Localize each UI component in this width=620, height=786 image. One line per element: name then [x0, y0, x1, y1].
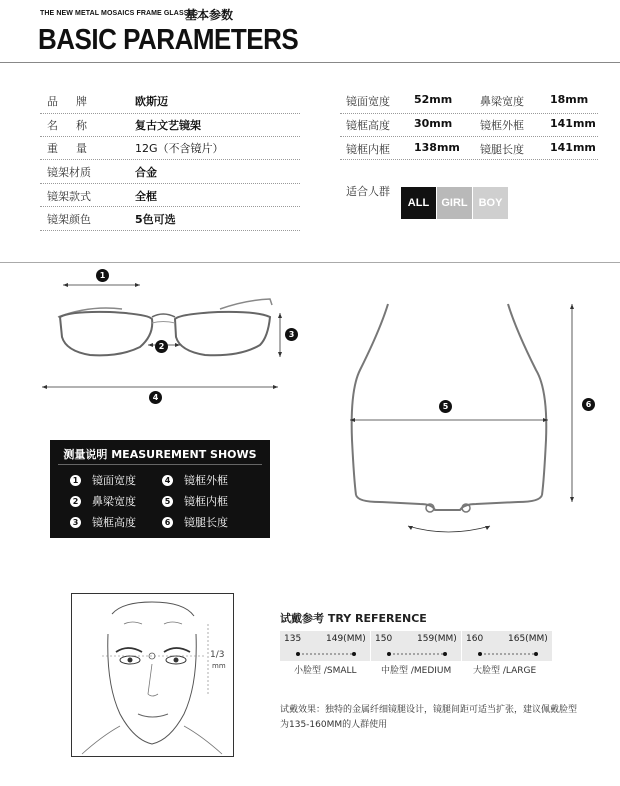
- lens-height-value: 30mm: [414, 117, 453, 130]
- bridge-label: 鼻梁宽度: [480, 95, 524, 108]
- frame-outer-value: 141mm: [550, 117, 596, 130]
- fit-all-badge: ALL: [401, 187, 436, 219]
- row-divider: [40, 159, 300, 160]
- legend-label: 鼻梁宽度: [92, 495, 136, 508]
- row-divider: [40, 136, 300, 137]
- legend-item: [162, 472, 228, 488]
- legend-num: 2: [70, 496, 81, 507]
- size-max: 159(MM): [417, 634, 457, 644]
- temple-label: 镜腿长度: [480, 143, 524, 156]
- row-divider: [40, 206, 300, 207]
- legend-num: 5: [162, 496, 173, 507]
- legend-item: [70, 514, 136, 530]
- style-label: 镜架款式: [47, 190, 91, 203]
- size-small-label: 小脸型 /SMALL: [294, 666, 357, 676]
- weight-value: 12G（不含镜片）: [135, 142, 224, 155]
- size-max: 149(MM): [326, 634, 366, 644]
- frame-inner-value: 138mm: [414, 141, 460, 154]
- size-min: 150: [375, 634, 393, 644]
- size-large-bar: [462, 631, 552, 661]
- legend-item: [70, 472, 136, 488]
- row-divider: [40, 183, 300, 184]
- legend-num: 4: [162, 475, 173, 486]
- size-range-line: [280, 649, 370, 659]
- brand-value: 欧斯迈: [135, 95, 168, 108]
- face-ratio: 1/3: [210, 650, 225, 660]
- material-label: 镜架材质: [47, 166, 91, 179]
- size-medium-bar: [371, 631, 461, 661]
- row-divider: [340, 159, 598, 160]
- dimension-3-badge: 3: [285, 328, 298, 341]
- legend-title: 测量说明 MEASUREMENT SHOWS: [63, 448, 257, 461]
- try-reference-title: 试戴参考 TRY REFERENCE: [280, 612, 427, 625]
- size-max: 165(MM): [508, 634, 548, 644]
- divider: [58, 464, 262, 465]
- color-label: 镜架颜色: [47, 213, 91, 226]
- temple-value: 141mm: [550, 141, 596, 154]
- face-sketch: [72, 594, 233, 756]
- dimension-6-badge: 6: [582, 398, 595, 411]
- legend-item: [162, 514, 228, 530]
- legend-num: 6: [162, 517, 173, 528]
- row-divider: [340, 136, 598, 137]
- lens-width-value: 52mm: [414, 93, 453, 106]
- legend-num: 1: [70, 475, 81, 486]
- dimension-5-badge: 5: [439, 400, 452, 413]
- frame-inner-label: 镜框内框: [346, 143, 390, 156]
- name-value: 复古文艺镜架: [135, 119, 201, 132]
- size-small-bar: [280, 631, 370, 661]
- weight-label: 重量: [47, 142, 105, 155]
- page-title: BASIC PARAMETERS: [38, 22, 299, 56]
- measurement-legend: [50, 440, 270, 538]
- face-unit: mm: [212, 662, 226, 670]
- lens-width-label: 镜面宽度: [346, 95, 390, 108]
- legend-item: [70, 493, 136, 509]
- row-divider: [40, 113, 300, 114]
- row-divider: [340, 113, 598, 114]
- brand-label: 品牌: [47, 95, 105, 108]
- top-view-diagram: [340, 290, 610, 540]
- material-value: 合金: [135, 166, 157, 179]
- legend-label: 镜框外框: [184, 474, 228, 487]
- legend-label: 镜框高度: [92, 516, 136, 529]
- dimension-1-badge: 1: [96, 269, 109, 282]
- dimension-2-badge: 2: [155, 340, 168, 353]
- row-divider: [40, 230, 300, 231]
- style-value: 全框: [135, 190, 157, 203]
- size-medium-label: 中脸型 /MEDIUM: [381, 666, 452, 676]
- divider: [0, 262, 620, 263]
- legend-label: 镜框内框: [184, 495, 228, 508]
- legend-num: 3: [70, 517, 81, 528]
- fit-girl-badge: GIRL: [437, 187, 472, 219]
- divider: [0, 62, 620, 63]
- lens-height-label: 镜框高度: [346, 119, 390, 132]
- size-min: 160: [466, 634, 484, 644]
- legend-label: 镜面宽度: [92, 474, 136, 487]
- bridge-value: 18mm: [550, 93, 589, 106]
- legend-label: 镜腿长度: [184, 516, 228, 529]
- subtitle-cn: 基本参数: [185, 8, 234, 22]
- name-label: 名称: [47, 119, 105, 132]
- frame-outer-label: 镜框外框: [480, 119, 524, 132]
- fit-boy-badge: BOY: [473, 187, 508, 219]
- size-range-line: [371, 649, 461, 659]
- size-large-label: 大脸型 /LARGE: [473, 666, 537, 676]
- color-value: 5色可选: [135, 213, 176, 226]
- subtitle-en: THE NEW METAL MOSAICS FRAME GLASSES: [40, 10, 199, 17]
- size-range-line: [462, 649, 552, 659]
- face-illustration: [71, 593, 234, 757]
- legend-item: [162, 493, 228, 509]
- try-note: 试戴效果：独特的金属纤细镜腿设计，镜腿间距可适当扩张，建议佩戴脸型为135-160MM的人群使用: [280, 705, 578, 730]
- size-min: 135: [284, 634, 302, 644]
- fit-label: 适合人群: [346, 185, 390, 198]
- front-view-diagram: [30, 265, 300, 410]
- dimension-4-badge: 4: [149, 391, 162, 404]
